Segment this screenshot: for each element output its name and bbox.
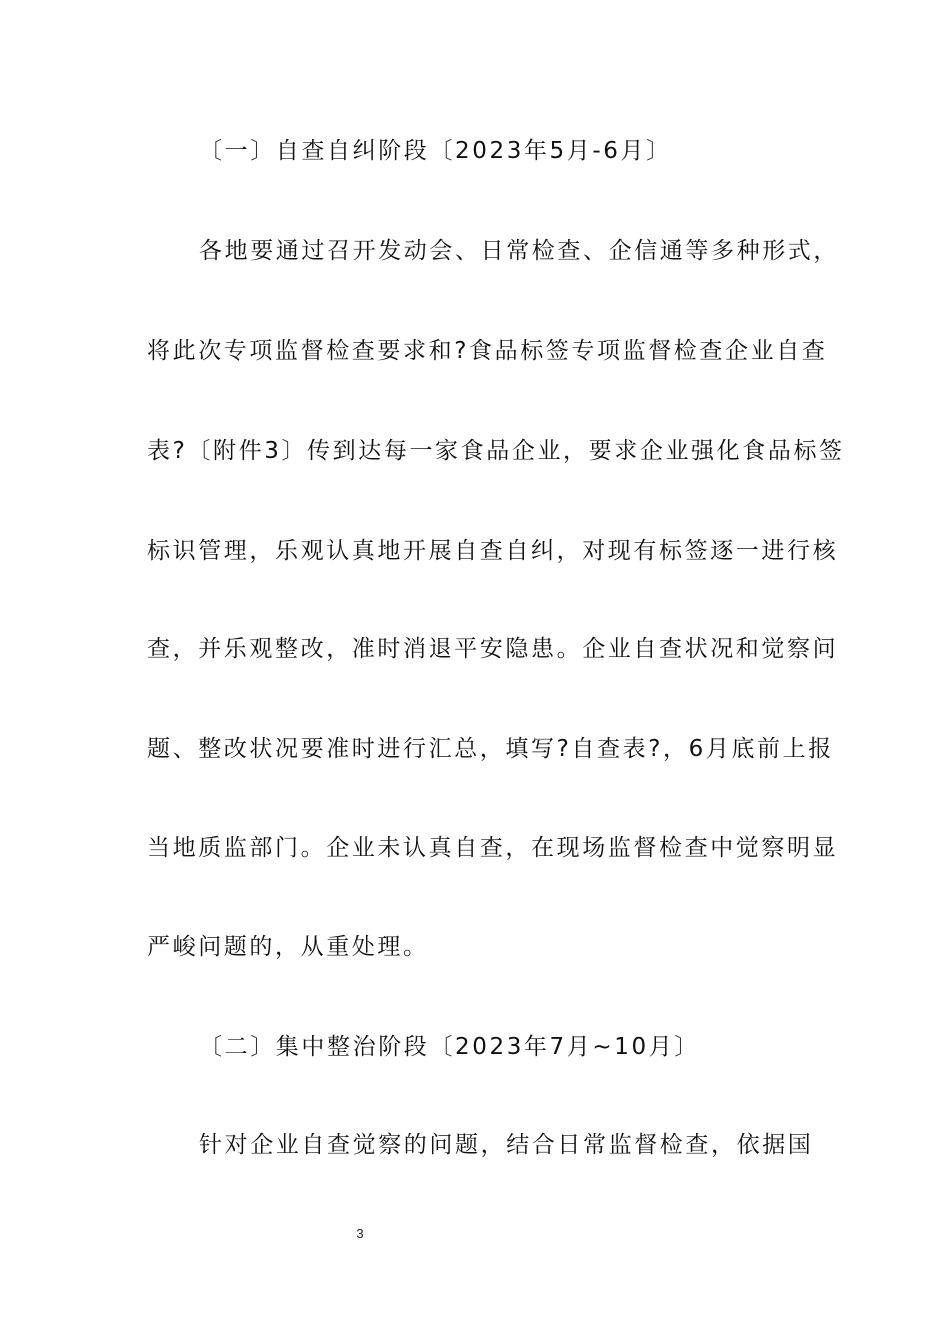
paragraph-line: 查，并乐观整改，准时消退平安隐患。企业自查状况和觉察问 <box>147 636 839 662</box>
paragraph-line: 严峻问题的，从重处理。 <box>147 934 429 960</box>
paragraph-line: 针对企业自查觉察的问题，结合日常监督检查，依据国 <box>199 1132 814 1158</box>
paragraph-line: 标识管理，乐观认真地开展自查自纠，对现有标签逐一进行核 <box>147 538 839 564</box>
section-heading-2: 〔二〕集中整治阶段〔2023年7月~10月〕 <box>199 1034 700 1060</box>
paragraph-line: 表?〔附件3〕传到达每一家食品企业，要求企业强化食品标签 <box>147 438 845 464</box>
paragraph-line: 各地要通过召开发动会、日常检查、企信通等多种形式， <box>199 238 839 264</box>
paragraph-line: 将此次专项监督检查要求和?食品标签专项监督检查企业自查 <box>147 338 828 364</box>
page-number: 3 <box>356 1226 364 1241</box>
paragraph-line: 当地质监部门。企业未认真自查，在现场监督检查中觉察明显 <box>147 835 839 861</box>
section-heading-1: 〔一〕自查自纠阶段〔2023年5月-6月〕 <box>199 138 672 164</box>
paragraph-line: 题、整改状况要准时进行汇总，填写?自查表?，6月底前上报 <box>147 736 834 762</box>
